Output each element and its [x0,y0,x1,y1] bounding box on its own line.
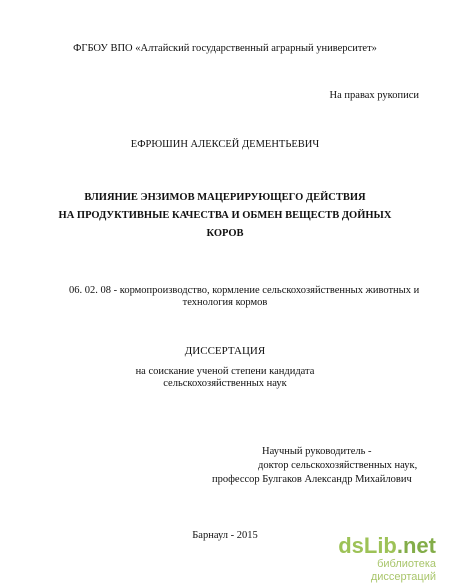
title-line-3: КОРОВ [206,228,244,239]
title-line-2: НА ПРОДУКТИВНЫЕ КАЧЕСТВА И ОБМЕН ВЕЩЕСТВ ДОЙНЫХ [58,210,392,221]
author-name: ЕФРЮШИН АЛЕКСЕЙ ДЕМЕНТЬЕВИЧ [130,139,320,150]
supervisor-line-3: профессор Булгаков Александр Михайлович [212,474,412,485]
dslib-watermark [316,534,436,584]
specialty-line-1: 06. 02. 08 - кормопроизводство, кормление сельскохозяйственных животных и [69,285,420,296]
title-line-1: ВЛИЯНИЕ ЭНЗИМОВ МАЦЕРИРУЮЩЕГО ДЕЙСТВИЯ [84,192,366,203]
logo-tld-text: .net [396,533,436,558]
city-year: Барнаул - 2015 [192,530,258,541]
logo-main-text: dsLib [338,533,397,558]
watermark-subtitle: библиотека диссертаций [370,558,436,583]
specialty-line-2: технология кормов [182,297,268,308]
degree-line-1: на соискание ученой степени кандидата [135,366,315,377]
work-type-heading: ДИССЕРТАЦИЯ [184,345,266,357]
organization-name: ФГБОУ ВПО «Алтайский государственный аграрный университет» [73,43,377,54]
dslib-logo [316,534,436,558]
supervisor-line-1: Научный руководитель - [262,446,372,457]
degree-line-2: сельскохозяйственных наук [163,378,287,389]
manuscript-rights-label: На правах рукописи [329,90,419,101]
supervisor-line-2: доктор сельскохозяйственных наук, [258,460,418,471]
